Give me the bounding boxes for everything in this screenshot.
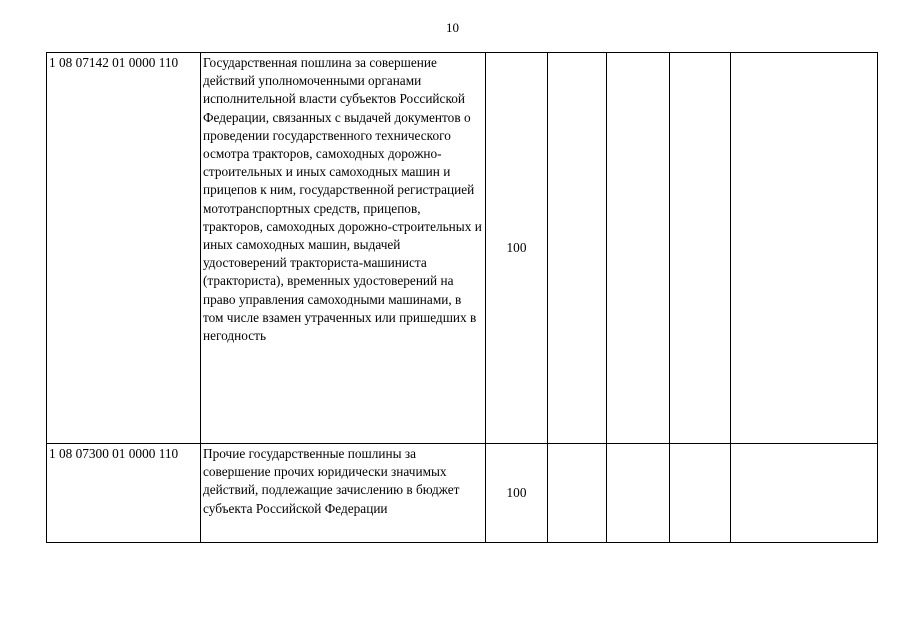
empty-cell: [607, 444, 670, 543]
budget-code-cell: 1 08 07300 01 0000 110: [47, 444, 201, 543]
revenue-table: [46, 52, 878, 543]
percent-cell: 100: [486, 444, 548, 543]
page-number: 10: [446, 20, 459, 35]
empty-cell: [548, 444, 607, 543]
description-cell: Прочие государственные пошлины за совершение прочих юридически значимых действий, подлежащие зачислению в бюджет субъекта Российской Федерации: [201, 444, 486, 543]
empty-cell: [731, 53, 878, 444]
percent-cell: 100: [486, 53, 548, 444]
empty-cell: [670, 444, 731, 543]
budget-code-cell: 1 08 07142 01 0000 110: [47, 53, 201, 444]
table-row: [47, 53, 878, 444]
description-cell: Государственная пошлина за совершение действий уполномоченными органами исполнительной власти субъектов Российской Федерации, связанных с выдачей документов о проведении государственного технического осмотра тракторов, самоходных дорожно-строительных и иных самоходных машин и прицепов к ним, государственной регистрацией мототранспортных средств, прицепов, тракторов, самоходных дорожно-строительных и иных самоходных машин, выдачей удостоверений тракториста-машиниста (тракториста), временных удостоверений на право управления самоходными машинами, в том числе взамен утраченных или пришедших в негодность: [201, 53, 486, 444]
empty-cell: [607, 53, 670, 444]
empty-cell: [670, 53, 731, 444]
empty-cell: [548, 53, 607, 444]
table-row: [47, 444, 878, 543]
empty-cell: [731, 444, 878, 543]
